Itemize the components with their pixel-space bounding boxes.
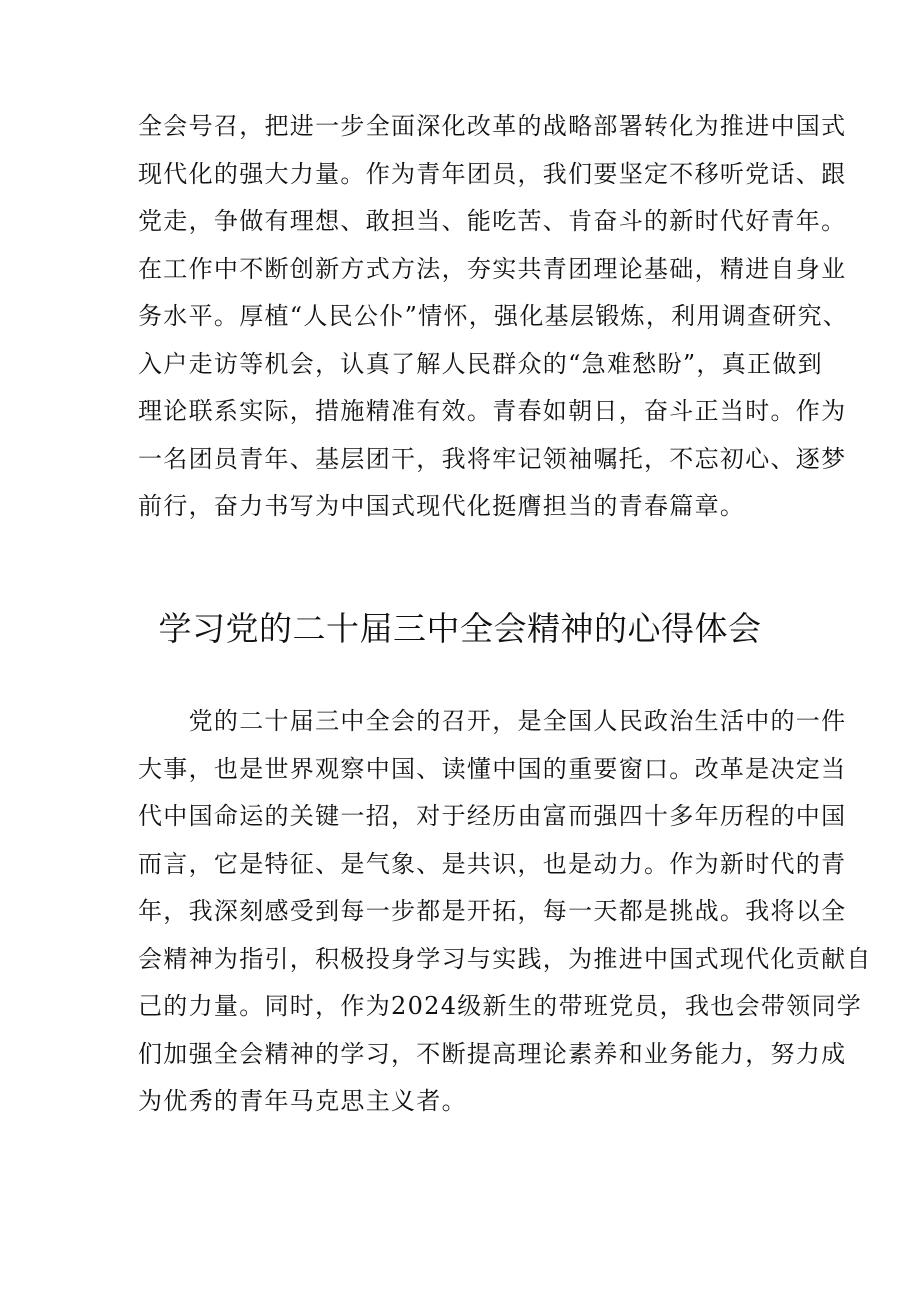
text-line: 己的力量。同时，作为2024级新生的带班党员，我也会带领同学 (138, 992, 863, 1020)
text-line: 党走，争做有理想、敢担当、能吃苦、肯奋斗的新时代好青年。 (138, 207, 847, 235)
body-paragraph-1 (138, 103, 849, 531)
text-line: 一名团员青年、基层团干，我将牢记领袖嘱托，不忘初心、逐梦 (138, 444, 847, 473)
text-line: 现代化的强大力量。作为青年团员，我们要坚定不移听党话、跟 (138, 159, 847, 188)
body-paragraph-2 (138, 698, 872, 1126)
text-line: 会精神为指引，积极投身学习与实践，为推进中国式现代化贡献自 (138, 944, 872, 973)
text-line: 入户走访等机会，认真了解人民群众的“急难愁盼”，真正做到 (138, 349, 823, 378)
text-line: 们加强全会精神的学习，不断提高理论素养和业务能力，努力成 (138, 1039, 847, 1068)
text-line: 在工作中不断创新方式方法，夯实共青团理论基础，精进自身业 (138, 254, 847, 283)
text-line: 前行，奋力书写为中国式现代化挺膺担当的青春篇章。 (138, 492, 746, 520)
text-line: 务水平。厚植“人民公仆”情怀，强化基层锻炼，利用调查研究、 (138, 302, 849, 330)
text-line: 全会号召，把进一步全面深化改革的战略部署转化为推进中国式 (138, 112, 847, 140)
text-line: 为优秀的青年马克思主义者。 (138, 1087, 467, 1115)
text-line: 代中国命运的关键一招，对于经历由富而强四十多年历程的中国 (138, 802, 847, 830)
text-line: 大事，也是世界观察中国、读懂中国的重要窗口。改革是决定当 (138, 754, 847, 783)
text-line: 年，我深刻感受到每一步都是开拓，每一天都是挑战。我将以全 (138, 897, 847, 925)
text-line: 理论联系实际，措施精准有效。青春如朝日，奋斗正当时。作为 (138, 397, 847, 425)
text-line: 党的二十届三中全会的召开，是全国人民政治生活中的一件 (138, 707, 847, 735)
text-line: 而言，它是特征、是气象、是共识，也是动力。作为新时代的青 (138, 849, 847, 878)
section-title: 学习党的二十届三中全会精神的心得体会 (158, 609, 762, 648)
